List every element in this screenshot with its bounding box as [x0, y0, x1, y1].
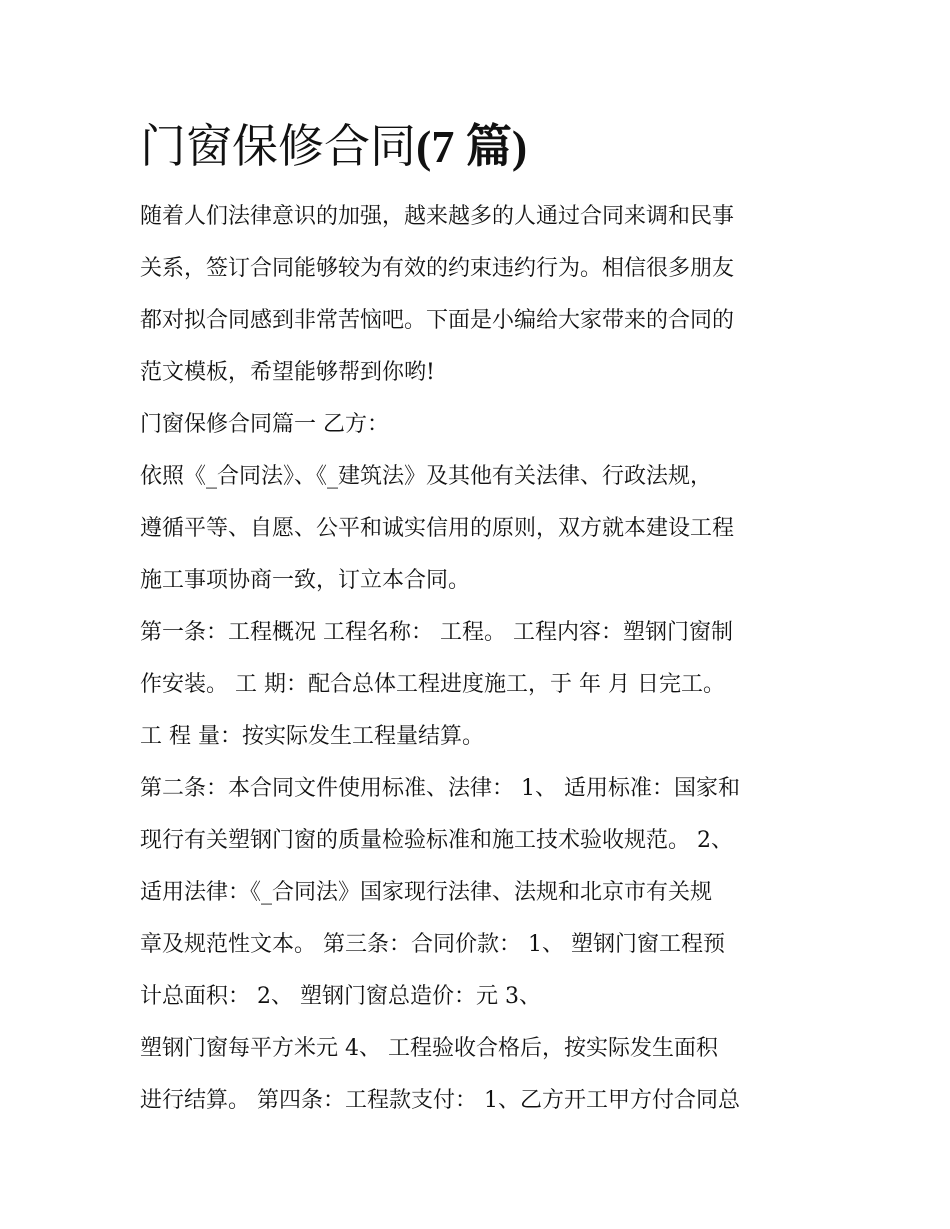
- text-line: 施工事项协商一致，订立本合同。: [140, 568, 471, 593]
- text-line: 工 程 量：按实际发生工程量结算。: [140, 724, 484, 749]
- text-line: 都对拟合同感到非常苦恼吧。下面是小编给大家带来的合同的: [140, 308, 735, 333]
- document-page: [140, 112, 820, 1127]
- text-line: 计总面积： 2、 塑钢门窗总造价：元 3、: [140, 984, 541, 1009]
- text-line: 适用法律：《_合同法》国家现行法律、法规和北京市有关规: [140, 880, 713, 905]
- text-line: 依照《_合同法》、《_建筑法》及其他有关法律、行政法规，: [140, 464, 713, 489]
- text-line: 遵循平等、自愿、公平和诚实信用的原则，双方就本建设工程: [140, 516, 735, 541]
- text-line: 塑钢门窗每平方米元 4、 工程验收合格后，按实际发生面积: [140, 1036, 718, 1061]
- title-suffix: (7 篇): [416, 121, 528, 172]
- text-line: 关系，签订合同能够较为有效的约束违约行为。相信很多朋友: [140, 256, 735, 281]
- text-line: 作安装。 工 期：配合总体工程进度施工，于 年 月 日完工。: [140, 672, 725, 697]
- text-line: 现行有关塑钢门窗的质量检验标准和施工技术验收规范。 2、: [140, 828, 733, 853]
- text-line: 第一条：工程概况 工程名称： 工程。 工程内容：塑钢门窗制: [140, 620, 733, 645]
- text-line: 随着人们法律意识的加强，越来越多的人通过合同来调和民事: [140, 204, 735, 229]
- document-title: [140, 112, 820, 181]
- text-line: 章及规范性文本。 第三条：合同价款： 1、 塑钢门窗工程预: [140, 932, 725, 957]
- text-line: 第二条：本合同文件使用标准、法律： 1、 适用标准：国家和: [140, 776, 740, 801]
- text-line: 进行结算。 第四条：工程款支付： 1、乙方开工甲方付合同总: [140, 1088, 740, 1113]
- title-main: 门窗保修合同: [140, 119, 416, 173]
- text-line: 范文模板，希望能够帮到你哟!: [140, 360, 435, 385]
- section-heading: 门窗保修合同篇一 乙方：: [140, 412, 389, 437]
